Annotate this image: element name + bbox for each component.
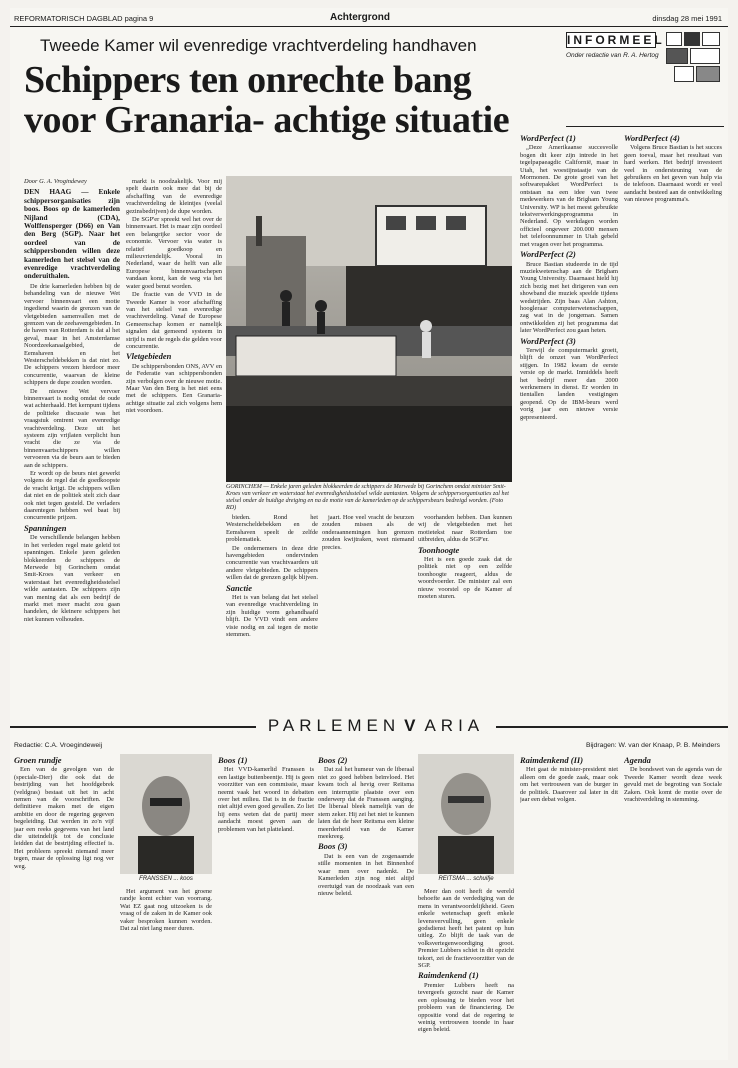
parlement-column-6 — [520, 754, 618, 1054]
parlement-column-4 — [318, 754, 414, 1054]
informeel-paragraph: Terwijl de computermarkt groeit, blijft de omzet van WordPerfect stijgen. In 1982 kwam de eerste versie op de markt. Inmiddels heeft het bedrijf meer dan 2000 werknemers in dienst. Er worden in tientallen landen vestigingen geopend. Op de IBM-beurs werd vorig jaar een nieuwe versie gepresenteerd. — [520, 346, 618, 421]
informeel-masthead — [566, 32, 721, 126]
informeel-section-title: WordPerfect (4) — [624, 133, 680, 143]
informeel-subtitle: Onder redactie van R. A. Hertog — [566, 52, 659, 59]
article-column-5 — [418, 514, 512, 710]
parlement-paragraph: Dat zal het humeur van de liberaal niet zo goed hebben beïnvloed. Het kwam toch al hevig over Reitsma een interruptie plaatste over een onderwerp dat de Franssen aanging. De liberaal bleek namelijk van de stem zeker. Hij zei het niet te kunnen laten dat de heer Reitsma een kleine meerderheid van de Kamer meekreeg. — [318, 766, 414, 841]
informeel-section-title: WordPerfect (2) — [520, 249, 576, 260]
informeel-paragraph: Bruce Bastian studeerde in de tijd muziekwetenschap aan de Brigham Young University. Daarnaast hield hij zich bezig met het dirigeren van een showband die muziek speelde tijdens wedstrijden. Zijn baas Alan Ashton, hoogleraar computerwetenschappen, zag wat in de jongeman. Samen ontwikkelden zij het programma dat later WordPerfect zou gaan heten. — [520, 260, 618, 335]
article-paragraph: De SGP'er spreekt wel het over de binnenvaart. Het is maar zijn oordeel een belangrijke sector voor de economie. Vervoer via water is relatief goedkoop en milieuvriendelijk. Vooral in Nederland, waar de helft van alle Europese binnenvaartschepen vandaan komt, kan de weg via het water goed benut worden. — [126, 216, 222, 290]
ships-photo — [226, 176, 512, 482]
article-column-4 — [322, 514, 414, 710]
subhead-sanctie: Sanctie — [226, 582, 252, 593]
parlement-column-2 — [120, 888, 212, 1054]
article-column-1 — [24, 178, 120, 704]
article-paragraph: De drie kamerleden hebben bij de behandeling van de nieuwe Wet vervoer binnenvaart een motie ingediend waarin de grenzen van de vletgebieden samenvallen met de grenzen van de zeehavengebieden. In de haven van Rotterdam is dat al het geval, maar in het Amsterdamse Noordzeekanaalgebied, de Eemshaven en het Westerscheldebekken is dat niet zo. De schippers vrezen hierdoor meer concurrentie, waarvan de kleine schippers de dupe zouden worden. — [24, 282, 120, 387]
article-paragraph: De ondernemers in deze drie havengebieden ondervinden concurrentie van vrachtvaarders uit andere vletgebieden. De schippers willen dat de grenzen gelijk blijven. — [226, 544, 318, 582]
parlement-paragraph: De bondswet van de agenda van de Tweede Kamer wordt deze week gevuld met de begroting van Sociale Zaken. Ook komt de motie over de vrachtverdeling in stemming. — [624, 766, 722, 804]
article-kicker: Tweede Kamer wil evenredige vrachtverdeling handhaven — [40, 36, 477, 55]
article-paragraph: Er wordt op de beurs niet gewerkt volgens de regel dat de goedkoopste de vracht krijgt. De schippers willen dat niet en de politiek stelt zich daar ook niet tegen gesteld. De verladers daarentegen hebben wel baat bij concurrentie prijzen. — [24, 470, 120, 522]
parlement-paragraph: Meer dan ooit heeft de wereld behoefte aan de verdediging van de mens in verantwoordelijkheid. Geen enkele wetenschap geeft enkele levensvervulling, geen enkele godsdienst heeft het patent op hun uitleg. Zo blijft de taak van de volksvertegenwoordiging groot. Premier Lubbers schiet in dit opzicht tekort, zei de fractievoorzitter van de SGP. — [418, 888, 514, 970]
article-column-3 — [226, 514, 318, 710]
informeel-logo: INFORMEEL — [567, 33, 665, 47]
subhead-groen-rundje: Groen rundje — [14, 755, 62, 765]
parlement-paragraph: Dat is een van de zogenaamde stille momenten in het Binnenhof waar men over nadenkt. De Kamerleden zijn nog niet altijd overtuigd van de noodzaak van een nieuw beleid. — [318, 852, 414, 897]
informeel-section-title: WordPerfect (1) — [520, 133, 576, 143]
article-paragraph: De nieuwe Wet vervoer binnenvaart is nodig omdat de oude wat achterhaald. Het kernpunt tijdens de politieke discussie was het vraagstuk omtrent van evenredige vrachtverdeling. Deze uit het systeem zijn vrijlaten verplicht hun vracht die ze via de binnenvaartschippers willen vervoeren via de beurs aan te bieden aan de schippers. — [24, 387, 120, 469]
subhead-raimdenkend-1: Raimdenkend (1) — [418, 970, 479, 981]
parlement-paragraph: Het VVD-kamerlid Franssen is een lastige buitenbeentje. Hij is geen voorzitter van een commissie, maar neemt vaak het woord in debatten over het milieu. Dat is in de fractie niet altijd even goed gevallen. Zo liet hij eens weten dat de partij meer aandacht moest geven aan de problemen van het platteland. — [218, 766, 314, 833]
subhead-boos-1: Boos (1) — [218, 755, 248, 765]
parlement-paragraph: Een van de gevolgen van de (speciale-Dier) die ook dat de bestrijding van het hoofdgebrek (veldgras) bestaat uit het in acht nemen van de voorschriften. De definitieve maken met de eigen ambitie en door de regering gegeven begeleiding. Dat werden in zo'n vijf jaar een reeks gegevens van het land die uiteindelijk tot de conclusie leidden dat de bestrijding effectief is. Het probleem spreekt niemand meer tegen, maar de oplossing ligt nog ver weg. — [14, 766, 114, 870]
parlementaria-banner — [10, 716, 728, 742]
article-paragraph: jaart. Hoe veel vracht de beurzen zouden missen als de onderaannemingen hun grenzen zouden kwijtraken, weet niemand precies. — [322, 514, 414, 551]
bijdragen-line: Bijdragen: W. van der Knaap, P. B. Meinders — [586, 742, 720, 749]
article-paragraph: De fractie van de VVD in de Tweede Kamer is voor afschaffing van het stelsel van evenredige vrachtverdeling. Vanaf de Europese Gemeenschap komen er namelijk signalen dat gemeend systeem in strijd is met de regels die gelden voor concurrentie. — [126, 291, 222, 350]
informeel-column-1 — [520, 132, 618, 710]
header-rule — [10, 26, 728, 27]
article-paragraph: De verschillende belangen hebben in het verleden regel mate geleid tot spanningen. Enkele jaren geleden blokkeerden de schippers de Merwede bij Gorinchem omdat Smit-Kroes van verkeer en waterstaat het evenredigheidsstelsel wilde aantasten. De schippers zijn van mening dat als een bedrijf de markt met meer macht zou gaan handelen, de kleinere schippers het niet kunnen volhouden. — [24, 534, 120, 623]
parlement-column-1 — [14, 754, 114, 1054]
subhead-vletgebieden: Vletgebieden — [126, 351, 172, 362]
informeel-paragraph: Volgens Bruce Bastian is het succes geen toeval, maar het resultaat van hard werken. Het bedrijf investeert veel in ondersteuning van de gebruikers en het geven van hulp via de telefoon. Daarnaast wordt er veel aandacht besteed aan de ontwikkeling van nieuwe programma's. — [624, 144, 722, 204]
informeel-rule — [566, 126, 724, 127]
portrait-franssen-caption: FRANSSEN ... koos — [139, 876, 193, 882]
parlement-column-3 — [218, 754, 314, 1054]
paper-name: REFORMATORISCH DAGBLAD pagina 9 — [14, 14, 154, 23]
article-paragraph: De schippersbonden ONS, AVV en de Federatie van schippersbonden zijn verbolgen over de nieuwe motie. Maar Van den Berg is het niet eens met de schippers. Een Granaria-achtige situatie zal zich volgens hem niet voordoen. — [126, 362, 222, 415]
newspaper-page — [10, 8, 728, 1060]
redactie-line: Redactie: C.A. Vroegindeweij — [14, 742, 103, 749]
article-paragraph: bieden. Rond het Westerscheldebekken en de Eemshaven speelt de zelfde problematiek. — [226, 514, 318, 544]
parlement-paragraph: Het argument van het groene randje komt echter van voorrang. Wat EZ gaat nog uitzoeken is de vraag of de zaken in de Kamer ook vaker besproken kunnen worden. Dat zal niet lang meer duren. — [120, 888, 212, 933]
banner-title-right: ARIA — [424, 716, 485, 735]
portrait-reitsma-caption: REITSMA ... schuifje — [438, 876, 494, 882]
subhead-spanningen: Spanningen — [24, 522, 67, 533]
informeel-section-title: WordPerfect (3) — [520, 335, 576, 346]
banner-title — [256, 716, 496, 736]
article-paragraph: markt is noodzakelijk. Voor mij spelt daarin ook mee dat bij de afschaffing van de evenredige vrachtverdeling de kleintjes (veelal gezinsbedrijven) de dupe worden. — [126, 178, 222, 215]
parlement-paragraph: Premier Lubbers heeft na tevergeefs gezocht naar de Kamer een oplossing te bieden voor het probleem van de financiering. De oppositie vond dat de regering te weinig vertrouwen toonde in haar eigen beleid. — [418, 981, 514, 1034]
article-paragraph: Het is een goede zaak dat de politiek niet op een zelfde toonhoogte reageert, aldus de woordvoerder. De minister zal een nieuw voorstel op de Kamer af moeten sturen. — [418, 556, 512, 601]
informeel-graphic — [666, 32, 721, 84]
photo-caption: GORINCHEM — Enkele jaren geleden blokkeerden de schippers de Merwede bij Gorinchem omdat minister Smit-Kroes van verkeer en waterstaat het evenredigheidsstelsel wilde aantasten. Volgens de schippersorganisaties zal het stelsel onder de huidige dreiging en na de motie van de kamerleden op de schippersbeurs bedreigd worden. (Foto RD) — [226, 484, 509, 511]
portrait-franssen — [120, 754, 212, 874]
article-headline: Schippers ten onrechte bang voor Granaria- achtige situatie — [24, 59, 510, 141]
subhead-toonhoogte: Toonhoogte — [418, 544, 460, 555]
page-date: dinsdag 28 mei 1991 — [652, 14, 722, 23]
article-byline: Door G. A. Vrogindewey — [24, 178, 87, 185]
subhead-boos-3: Boos (3) — [318, 841, 348, 852]
parlement-column-5 — [418, 888, 514, 1054]
article-column-2 — [126, 178, 222, 704]
subhead-raimdenkend-2: Raimdenkend (II) — [520, 755, 584, 765]
banner-title-left: PARLEMEN — [267, 716, 401, 735]
informeel-column-2 — [624, 132, 722, 710]
informeel-paragraph: „Deze Amerikaanse succesvolle bogen dit keer zijn intrede in het tegelpapaeagdic Californië, maar in Utah, het woestijnstaatje van de Mormonen. De grote groei van het softwarepakket WordPerfect is ontstaan na een idee van twee medewerkers van de Brigham Young University. WP is het meest gebruikte tekstverwerkingsprogramma in Nederland. Op werkdagen worden officieel ongeveer 200.000 mensen het telefoonnummer in Utah gebeld met vragen over het programma. — [520, 144, 618, 248]
article-paragraph: Het is van belang dat het stelsel van evenredige vrachtverdeling in zijn huidige vorm gehandhaafd blijft. De VVD vindt een andere visie nodig en zal tegen de motie stemmen. — [226, 594, 318, 639]
article-lead: DEN HAAG — Enkele schippersorganisaties zijn boos. Boos op de kamerleden Nijland (CDA), Wolffensperger (D66) en Van den Berg (SGP). Naar het oordeel van de schippersbonden willen deze kamerleden het stelsel van de evenredige vrachtverdeling onderuithalen. — [24, 187, 120, 281]
parlement-paragraph: Het gaat de minister-president niet alleen om de goede zaak, maar ook om het vertrouwen van de burger in de politiek. Daarover zal later in dit jaar een debat volgen. — [520, 766, 618, 804]
article-paragraph: voorhanden hebben. Dan kunnen wij de vletgebieden met het motietekst naar Rotterdam toe uitbreiden, aldus de SGP'er. — [418, 514, 512, 544]
portrait-reitsma — [418, 754, 514, 874]
page-header — [10, 12, 728, 26]
section-name: Achtergrond — [330, 12, 390, 23]
subhead-boos-2: Boos (2) — [318, 755, 348, 765]
subhead-agenda: Agenda — [624, 755, 651, 765]
parlement-column-7 — [624, 754, 722, 1054]
banner-v-emblem: V — [404, 716, 421, 735]
